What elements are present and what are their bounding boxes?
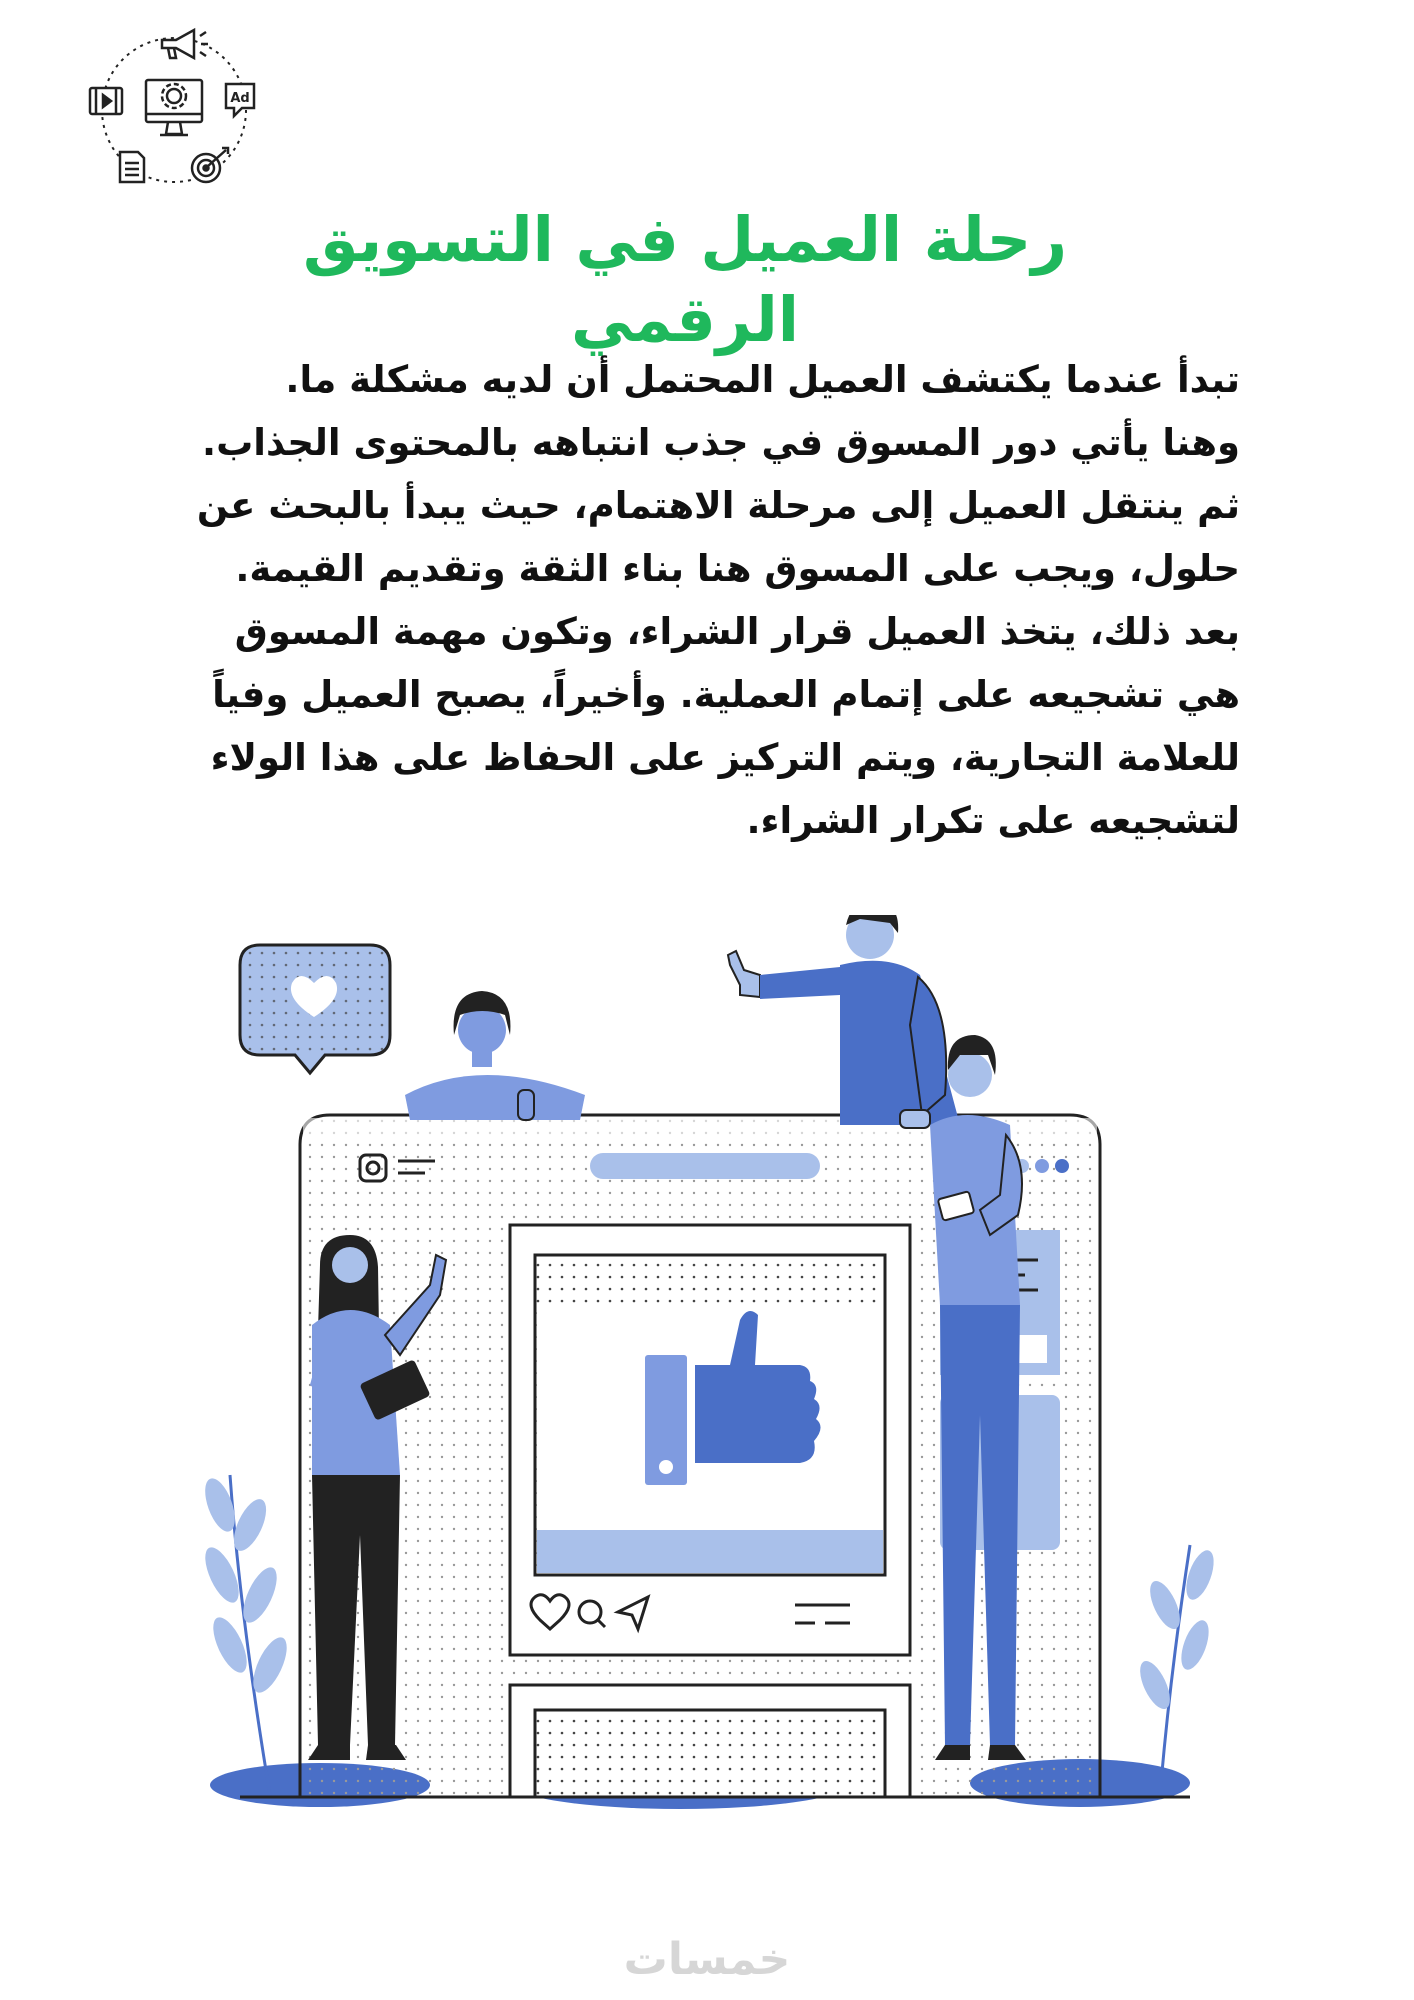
document-icon (120, 152, 144, 182)
video-icon (90, 88, 122, 114)
target-icon (192, 148, 228, 182)
person-man-top (728, 915, 960, 1128)
ad-label: Ad (230, 91, 250, 106)
megaphone-icon (162, 30, 208, 58)
person-woman-top (405, 991, 585, 1120)
watermark: خمسات (623, 1934, 791, 1985)
like-speech-bubble (240, 945, 390, 1073)
right-plant (1134, 1545, 1219, 1795)
monitor-gear-icon (146, 80, 202, 135)
body-paragraph: تبدأ عندما يكتشف العميل المحتمل أن لديه مشكلة ما. وهنا يأتي دور المسوق في جذب انتباهه بالمحتوى الجذاب. ثم ينتقل العميل إلى مرحلة الاهتمام، حيث يبدأ بالبحث عن حلول، ويجب على المسوق هنا بناء الثقة وتقديم القيمة. بعد ذلك، يتخذ العميل قرار الشراء، وتكون مهمة المسوق هي تشجيعه على إتمام العملية. وأخيراً، يصبح العميل وفياً للعلامة التجارية، ويتم التركيز على الحفاظ على هذا الولاء لتشجيعه على تكرار الشراء. (196, 358, 1240, 842)
customer-journey-illustration (200, 915, 1220, 1815)
left-plant (200, 1475, 294, 1795)
digital-marketing-logo (84, 18, 264, 198)
ad-icon (226, 84, 254, 116)
page-title: رحلة العميل في التسويق الرقمي (302, 203, 1068, 356)
post-card (510, 1225, 910, 1655)
